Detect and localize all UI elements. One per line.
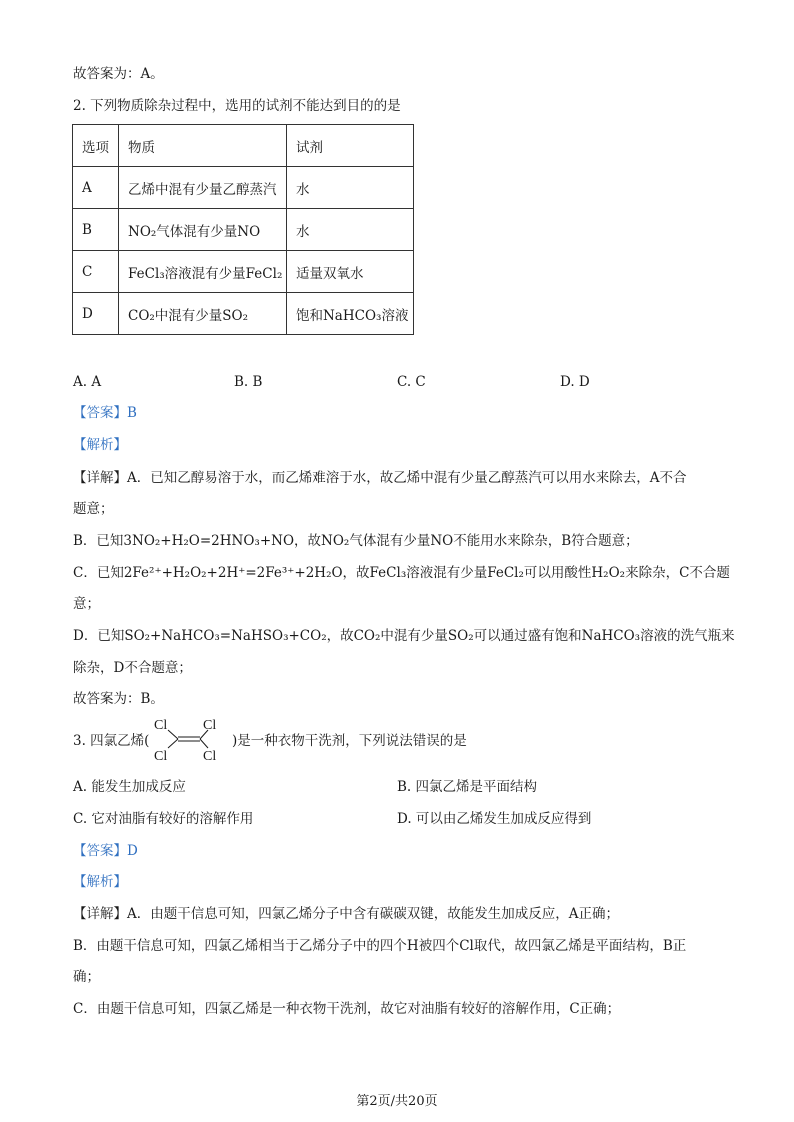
page-number: 第2页/共20页	[356, 1094, 438, 1109]
q3-choice-b: B. 四氯乙烯是平面结构	[397, 779, 538, 795]
bond-line	[168, 739, 178, 748]
q3-analysis-label: 【解析】	[73, 874, 127, 890]
q3-answer-label: 【答案】D	[73, 843, 138, 859]
q2-detail-line: 意；	[73, 596, 100, 612]
bond-line	[200, 739, 208, 748]
q2-choice-a: A. A	[73, 374, 102, 390]
atom-label: Cl	[154, 718, 168, 733]
table-cell: D	[73, 293, 119, 335]
table-row	[73, 209, 414, 251]
table-row	[73, 251, 414, 293]
table-cell: CO₂中混有少量SO₂	[119, 293, 287, 335]
q3-choice-a: A. 能发生加成反应	[73, 779, 186, 795]
q3-choice-d: D. 可以由乙烯发生加成反应得到	[397, 811, 592, 827]
table-cell: FeCl₃溶液混有少量FeCl₂	[119, 251, 287, 293]
table-cell: 乙烯中混有少量乙醇蒸汽	[119, 167, 287, 209]
previous-answer: 故答案为：A。	[73, 66, 164, 82]
q2-detail-line: 题意；	[73, 501, 114, 517]
q2-option-table	[72, 124, 414, 335]
table-cell: 饱和NaHCO₃溶液	[287, 293, 414, 335]
q2-detail-line: 除杂，D不合题意；	[73, 660, 192, 676]
bond-line	[168, 730, 178, 739]
q3-choice-c: C. 它对油脂有较好的溶解作用	[73, 811, 254, 827]
q2-analysis-label: 【解析】	[73, 437, 127, 453]
question-3-stem-end: )是一种衣物干洗剂，下列说法错误的是	[232, 733, 467, 749]
q2-detail-line: B．已知3NO₂+H₂O=2HNO₃+NO，故NO₂气体混有少量NO不能用水来除杂，B符合题意；	[73, 533, 639, 549]
q2-detail-line: C．已知2Fe²⁺+H₂O₂+2H⁺=2Fe³⁺+2H₂O，故FeCl₃溶液混有少量FeCl₂可以用酸性H₂O₂来除杂，C不合题	[73, 565, 730, 581]
q2-choice-c: C. C	[397, 374, 426, 390]
q3-detail-line: 【详解】A．由题干信息可知，四氯乙烯分子中含有碳碳双键，故能发生加成反应，A正确；	[73, 906, 619, 922]
q2-choice-d: D. D	[560, 374, 590, 390]
table-cell: NO₂气体混有少量NO	[119, 209, 287, 251]
table-cell: 水	[287, 167, 414, 209]
table-row	[73, 167, 414, 209]
q2-choice-b: B. B	[234, 374, 263, 390]
table-cell: B	[73, 209, 119, 251]
table-cell: 水	[287, 209, 414, 251]
table-cell: A	[73, 167, 119, 209]
q3-detail-line: 确；	[73, 969, 100, 985]
atom-label: Cl	[154, 749, 168, 764]
question-3-stem-start: 3. 四氯乙烯(	[73, 733, 150, 749]
question-2-stem: 2. 下列物质除杂过程中，选用的试剂不能达到目的的是	[73, 98, 401, 114]
table-cell: C	[73, 251, 119, 293]
table-header-row	[73, 125, 414, 167]
q2-detail-line: 【详解】A．已知乙醇易溶于水，而乙烯难溶于水，故乙烯中混有少量乙醇蒸汽可以用水来除去，A不合	[73, 470, 687, 486]
q2-answer-label: 【答案】B	[73, 405, 137, 421]
q2-final-answer: 故答案为：B。	[73, 691, 164, 707]
atom-label: Cl	[203, 749, 217, 764]
table-row	[73, 293, 414, 335]
tetrachloroethylene-structure	[148, 712, 238, 764]
table-header-cell: 选项	[73, 125, 119, 167]
atom-label: Cl	[203, 718, 217, 733]
q2-detail-line: D．已知SO₂+NaHCO₃=NaHSO₃+CO₂，故CO₂中混有少量SO₂可以通过盛有饱和NaHCO₃溶液的洗气瓶来	[73, 628, 735, 644]
table-header-cell: 试剂	[287, 125, 414, 167]
table-cell: 适量双氧水	[287, 251, 414, 293]
table-header-cell: 物质	[119, 125, 287, 167]
q3-detail-line: C．由题干信息可知，四氯乙烯是一种衣物干洗剂，故它对油脂有较好的溶解作用，C正确；	[73, 1001, 621, 1017]
q3-detail-line: B．由题干信息可知，四氯乙烯相当于乙烯分子中的四个H被四个Cl取代，故四氯乙烯是平面结构，B正	[73, 938, 687, 954]
